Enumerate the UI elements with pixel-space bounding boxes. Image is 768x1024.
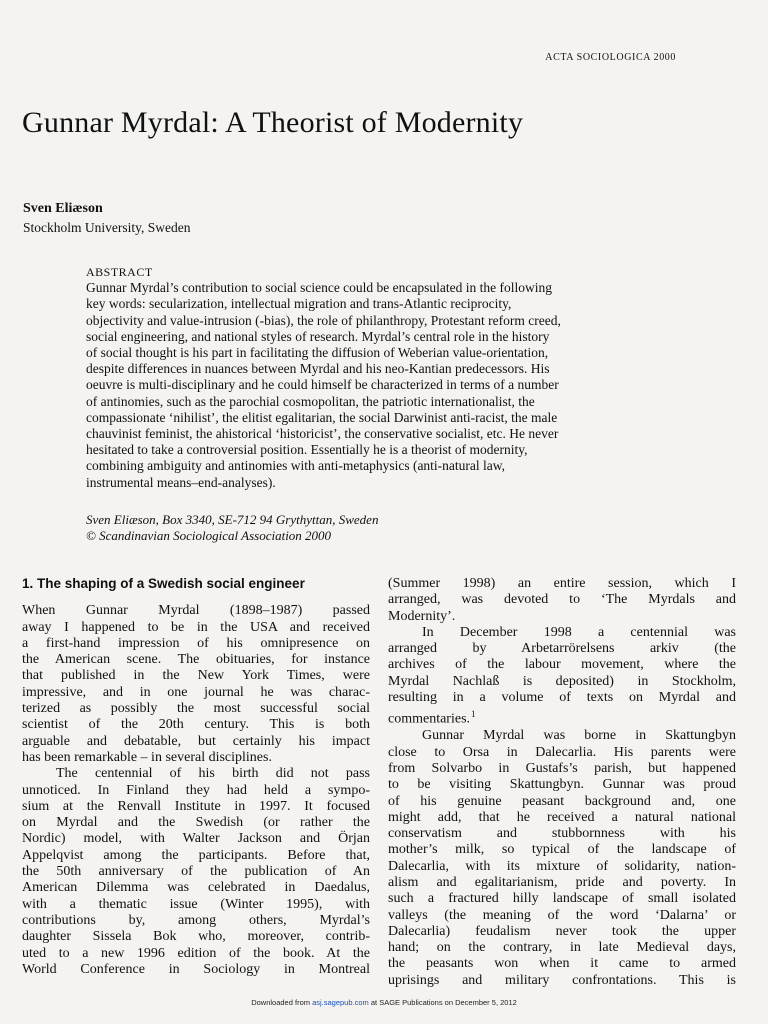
- body-line: the peasants won when it came to armed: [388, 956, 736, 972]
- body-line: away I happened to be in the USA and received: [22, 619, 370, 635]
- body-line: arranged, was devoted to ‘The Myrdals and: [388, 592, 736, 608]
- footer-prefix: Downloaded from: [251, 998, 310, 1007]
- body-line: contributions by, among others, Myrdal’s: [22, 912, 370, 928]
- body-line: Gunnar Myrdal was borne in Skattungbyn: [422, 728, 736, 744]
- footer-link[interactable]: asj.sagepub.com: [312, 998, 369, 1007]
- body-line-text: commentaries.: [388, 712, 471, 728]
- body-line: mother’s milk, so typical of the landscape of: [388, 842, 736, 858]
- body-line: When Gunnar Myrdal (1898–1987) passed: [22, 603, 370, 619]
- body-line: on Myrdal and the Swedish (or rather the: [22, 815, 370, 831]
- body-line: American Dilemma was celebrated in Daedalus,: [22, 880, 370, 896]
- body-line: impressive, and in one journal he was charac-: [22, 684, 370, 700]
- abstract-line: hesitated to take a controversial position. Essentially he is a theorist of modernity,: [86, 442, 528, 458]
- body-line: valleys (the meaning of the word ‘Dalarna’ or: [388, 907, 736, 923]
- body-line: [388, 706, 736, 728]
- footer-suffix: at SAGE Publications on December 5, 2012: [370, 998, 517, 1007]
- body-line: Nordic) model, with Walter Jackson and Örjan: [22, 831, 370, 847]
- abstract-line: social engineering, and national styles of research. Myrdal’s central role in the history: [86, 328, 550, 344]
- abstract-line: instrumental means–end-analyses).: [86, 474, 276, 490]
- journal-name: ACTA SOCIOLOGICA 2000: [545, 52, 676, 63]
- article-title: Gunnar Myrdal: A Theorist of Modernity: [22, 106, 524, 139]
- abstract-label: ABSTRACT: [86, 265, 153, 279]
- body-line: with a thematic issue (Winter 1995), with: [22, 896, 370, 912]
- body-line: the American scene. The obituaries, for instance: [22, 652, 370, 668]
- body-line: Modernity’.: [388, 608, 456, 624]
- body-line: has been remarkable – in several disciplines.: [22, 749, 272, 765]
- body-line: unnoticed. In Finland they had held a sympo-: [22, 782, 370, 798]
- body-line: World Conference in Sociology in Montreal: [22, 961, 370, 977]
- download-footer: [0, 998, 768, 1007]
- body-line: daughter Sissela Bok who, moreover, contrib-: [22, 929, 370, 945]
- copyright-notice: © Scandinavian Sociological Association 2000: [86, 528, 332, 543]
- abstract-line: of social thought is his part in facilitating the diffusion of Weberian value-orientation,: [86, 345, 549, 361]
- section-heading: 1. The shaping of a Swedish social engineer: [22, 576, 305, 591]
- abstract-line: Gunnar Myrdal’s contribution to social science could be encapsulated in the following: [86, 280, 553, 296]
- body-line: that published in the New York Times, were: [22, 668, 370, 684]
- body-line: In December 1998 a centennial was: [422, 624, 736, 640]
- body-column-left: [22, 576, 370, 978]
- abstract-line: of antinomies, such as the parochial cosmopolitan, the patriotic internationalist, the: [86, 393, 535, 409]
- body-line: of his genuine peasant background and, one: [388, 793, 736, 809]
- abstract-line: key words: secularization, intellectual migration and trans-Atlantic reciprocity,: [86, 296, 512, 312]
- footnote-marker: 1: [471, 709, 476, 720]
- contact-address: Sven Eliæson, Box 3340, SE-712 94 Grythyttan, Sweden: [86, 512, 379, 527]
- abstract-line: despite differences in nuances between Myrdal and his neo-Kantian predecessors. His: [86, 361, 550, 377]
- body-line: (Summer 1998) an entire session, which I: [388, 576, 736, 591]
- body-line: such a fractured hilly landscape of small isolated: [388, 891, 736, 907]
- body-line: hand; on the contrary, in late Medieval days,: [388, 940, 736, 956]
- body-line: a first-hand impression of his omnipresence on: [22, 635, 370, 651]
- body-line: uprisings and military confrontations. This is: [388, 972, 736, 988]
- body-column-right: [388, 576, 736, 989]
- body-line: might add, that he received a natural national: [388, 809, 736, 825]
- body-line: scientist of the 20th century. This is both: [22, 717, 370, 733]
- body-line: alism and egalitarianism, pride and poverty. In: [388, 875, 736, 890]
- abstract-line: chauvinist feminist, the ahistorical ‘historicist’, the conservative socialist, etc. He never: [86, 426, 559, 442]
- abstract-line: oeuvre is multi-disciplinary and he could himself be characterized in terms of a number: [86, 377, 559, 393]
- body-line: Dalecarlia, with its mixture of solidarity, nation-: [388, 858, 736, 874]
- body-line: arguable and debatable, but certainly his impact: [22, 733, 370, 749]
- body-line: Myrdal Nachlaß is deposited) in Stockholm,: [388, 673, 736, 689]
- body-line: resulting in a volume of texts on Myrdal and: [388, 690, 736, 706]
- body-line: archives of the labour movement, where the: [388, 657, 736, 673]
- body-line: from Solvarbo in Gustafs’s parish, but happened: [388, 760, 736, 776]
- body-line: terized as possibly the most successful social: [22, 701, 370, 717]
- author-contact: [86, 512, 378, 544]
- body-line: sium at the Renvall Institute in 1997. It focused: [22, 798, 370, 814]
- body-line: uted to a new 1996 edition of the book. At the: [22, 945, 370, 961]
- body-line: The centennial of his birth did not pass: [56, 766, 370, 782]
- abstract-line: objectivity and value-intrusion (-bias), the role of philanthropy, Protestant reform creed,: [86, 312, 561, 328]
- body-line: conservatism and stubbornness with his: [388, 826, 736, 842]
- body-line: Dalecarlia) feudalism never took the upper: [388, 923, 736, 939]
- body-line: the 50th anniversary of the publication of An: [22, 864, 370, 880]
- author-name: Sven Eliæson: [23, 201, 103, 216]
- body-line: arranged by Arbetarrörelsens arkiv (the: [388, 641, 736, 657]
- abstract-line: combining ambiguity and antinomies with anti-metaphysics (anti-natural law,: [86, 458, 506, 474]
- body-line: to be visiting Skattungbyn. Gunnar was proud: [388, 777, 736, 793]
- abstract: [86, 264, 744, 491]
- abstract-line: compassionate ‘nihilist’, the elitist egalitarian, the social Darwinist anti-racist, the male: [86, 409, 558, 425]
- body-line: Appelqvist among the participants. Before that,: [22, 847, 370, 863]
- author-affiliation: Stockholm University, Sweden: [23, 220, 191, 235]
- body-line: close to Orsa in Dalecarlia. His parents were: [388, 744, 736, 760]
